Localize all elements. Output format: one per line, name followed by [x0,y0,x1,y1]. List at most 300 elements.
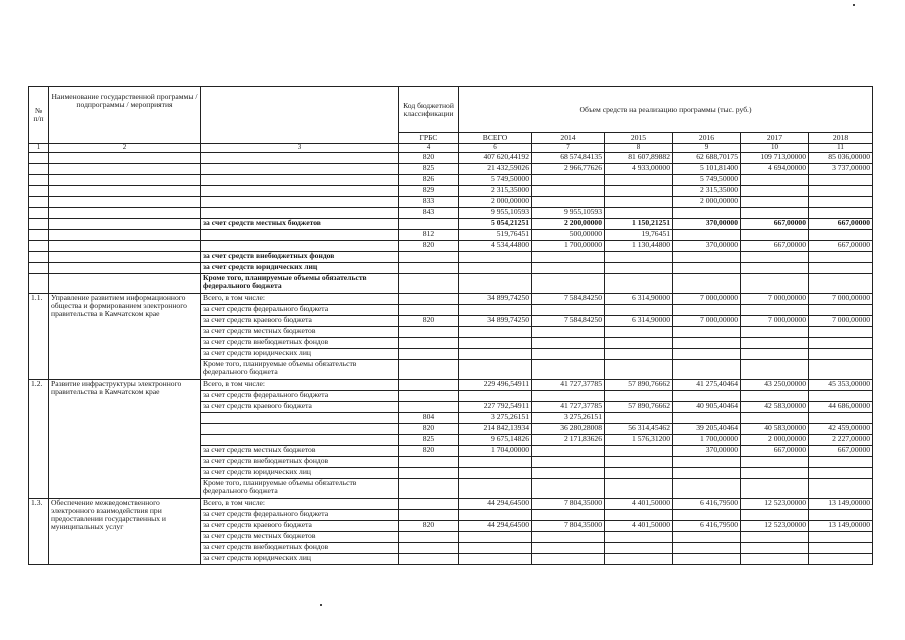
amount-cell [809,391,873,402]
amount-cell: 2 315,35000 [459,186,532,197]
amount-cell [673,263,741,274]
row-number [29,274,49,294]
grbs-code [399,263,459,274]
funding-source: за счет средств внебюджетных фондов [201,543,399,554]
amount-cell [673,338,741,349]
funding-source [201,208,399,219]
header-name: Наименование государственной программы / подпрограммы / мероприятия [49,87,201,144]
row-number: 1.2. [29,380,49,499]
amount-cell: 370,00000 [673,241,741,252]
table-row [29,263,873,274]
funding-source [201,413,399,424]
amount-cell [673,360,741,380]
amount-cell [605,186,673,197]
col-index: 11 [809,144,873,153]
scan-dot [853,4,855,6]
funding-source: за счет средств внебюджетных фондов [201,338,399,349]
amount-cell: 5 054,21251 [459,219,532,230]
amount-cell [605,263,673,274]
amount-cell [741,175,809,186]
amount-cell: 19,76451 [605,230,673,241]
funding-source: за счет средств юридических лиц [201,263,399,274]
amount-cell: 109 713,00000 [741,153,809,164]
amount-cell [809,327,873,338]
grbs-code [399,402,459,413]
amount-cell: 56 314,45462 [605,424,673,435]
funding-source: за счет средств краевого бюджета [201,402,399,413]
row-name [49,230,201,241]
grbs-code: 820 [399,241,459,252]
row-name [49,219,201,230]
header-volume: Объем средств на реализацию программы (тыс. руб.) [459,87,873,133]
amount-cell: 667,00000 [741,241,809,252]
grbs-code: 843 [399,208,459,219]
table-row [29,380,873,391]
amount-cell [809,543,873,554]
amount-cell: 229 496,54911 [459,380,532,391]
grbs-code: 833 [399,197,459,208]
amount-cell: 13 149,00000 [809,521,873,532]
amount-cell: 36 280,28008 [532,424,605,435]
row-name [49,274,201,294]
row-number [29,186,49,197]
amount-cell: 7 584,84250 [532,294,605,305]
amount-cell [741,263,809,274]
amount-cell [459,532,532,543]
amount-cell [809,413,873,424]
amount-cell [459,338,532,349]
amount-cell: 6 314,90000 [605,316,673,327]
amount-cell: 3 275,26151 [532,413,605,424]
amount-cell [605,468,673,479]
amount-cell [673,413,741,424]
row-number [29,241,49,252]
amount-cell: 4 401,50000 [605,521,673,532]
amount-cell [809,360,873,380]
amount-cell: 2 171,83626 [532,435,605,446]
row-number [29,252,49,263]
amount-cell [673,349,741,360]
amount-cell: 44 294,64500 [459,521,532,532]
amount-cell [741,457,809,468]
amount-cell [532,305,605,316]
funding-source [201,153,399,164]
row-name [49,263,201,274]
amount-cell [809,554,873,565]
amount-cell: 5 749,50000 [673,175,741,186]
amount-cell: 667,00000 [741,446,809,457]
funding-source [201,197,399,208]
grbs-code [399,468,459,479]
header-source [201,87,399,144]
header-code: Код бюджетной классификации [399,87,459,133]
grbs-code [399,294,459,305]
funding-source: Всего, в том числе: [201,380,399,391]
amount-cell: 7 000,00000 [809,294,873,305]
funding-source [201,164,399,175]
funding-source: Кроме того, планируемые объемы обязательств федерального бюджета [201,274,399,294]
grbs-code [399,305,459,316]
amount-cell: 44 686,00000 [809,402,873,413]
amount-cell [605,305,673,316]
amount-cell: 40 583,00000 [741,424,809,435]
grbs-code: 812 [399,230,459,241]
funding-source: Кроме того, планируемые объемы обязательств федерального бюджета [201,479,399,499]
amount-cell [809,274,873,294]
funding-source [201,230,399,241]
row-number [29,175,49,186]
amount-cell: 9 955,10593 [532,208,605,219]
amount-cell [673,468,741,479]
amount-cell: 81 607,89882 [605,153,673,164]
amount-cell [605,532,673,543]
funding-source [201,241,399,252]
funding-source [201,186,399,197]
row-name [49,175,201,186]
amount-cell [673,305,741,316]
amount-cell [532,327,605,338]
amount-cell: 42 583,00000 [741,402,809,413]
table-row [29,208,873,219]
amount-cell [741,230,809,241]
row-name [49,241,201,252]
amount-cell [532,479,605,499]
grbs-code [399,360,459,380]
funding-source: Всего, в том числе: [201,499,399,510]
amount-cell [532,468,605,479]
grbs-code: 825 [399,435,459,446]
amount-cell: 13 149,00000 [809,499,873,510]
amount-cell: 21 432,59026 [459,164,532,175]
amount-cell [673,391,741,402]
amount-cell [605,457,673,468]
row-name: Обеспечение межведомственного электронного взаимодействия при предоставлении государственных и муниципальных услуг [49,499,201,565]
amount-cell: 57 890,76662 [605,380,673,391]
row-number [29,208,49,219]
row-name [49,197,201,208]
amount-cell [741,391,809,402]
amount-cell [532,543,605,554]
table-row [29,175,873,186]
amount-cell [741,479,809,499]
amount-cell [459,479,532,499]
col-index: 10 [741,144,809,153]
grbs-code [399,532,459,543]
funding-source: за счет средств краевого бюджета [201,316,399,327]
table-row [29,230,873,241]
amount-cell [741,252,809,263]
grbs-code [399,219,459,230]
amount-cell: 667,00000 [809,446,873,457]
col-index: 2 [49,144,201,153]
col-index: 9 [673,144,741,153]
amount-cell [673,554,741,565]
amount-cell [809,349,873,360]
amount-cell: 62 688,70175 [673,153,741,164]
amount-cell [741,197,809,208]
amount-cell [532,263,605,274]
amount-cell: 40 905,40464 [673,402,741,413]
amount-cell [459,263,532,274]
funding-source [201,435,399,446]
amount-cell [673,532,741,543]
funding-source [201,424,399,435]
amount-cell [741,510,809,521]
amount-cell: 45 353,00000 [809,380,873,391]
funding-source: за счет средств внебюджетных фондов [201,457,399,468]
header-year: 2017 [741,133,809,144]
amount-cell [741,338,809,349]
amount-cell [605,274,673,294]
col-index: 6 [459,144,532,153]
row-name [49,186,201,197]
amount-cell [459,360,532,380]
amount-cell: 1 150,21251 [605,219,673,230]
amount-cell [459,305,532,316]
row-number [29,197,49,208]
grbs-code: 825 [399,164,459,175]
amount-cell: 2 315,35000 [673,186,741,197]
funding-source: Всего, в том числе: [201,294,399,305]
amount-cell [532,349,605,360]
amount-cell [605,413,673,424]
amount-cell [741,186,809,197]
amount-cell: 2 966,77626 [532,164,605,175]
grbs-code: 820 [399,521,459,532]
amount-cell: 1 700,00000 [673,435,741,446]
amount-cell [459,274,532,294]
amount-cell: 7 000,00000 [809,316,873,327]
grbs-code [399,543,459,554]
table-row [29,186,873,197]
amount-cell [605,327,673,338]
amount-cell: 4 694,00000 [741,164,809,175]
col-index: 1 [29,144,49,153]
amount-cell [673,274,741,294]
amount-cell: 85 036,00000 [809,153,873,164]
amount-cell [809,175,873,186]
amount-cell [809,510,873,521]
amount-cell [673,208,741,219]
row-number [29,230,49,241]
amount-cell: 6 314,90000 [605,294,673,305]
amount-cell [459,554,532,565]
funding-source: за счет средств федерального бюджета [201,510,399,521]
amount-cell: 34 899,74250 [459,316,532,327]
amount-cell [741,274,809,294]
amount-cell: 3 737,00000 [809,164,873,175]
amount-cell [673,479,741,499]
amount-cell [459,510,532,521]
amount-cell [809,468,873,479]
amount-cell [673,457,741,468]
funding-source: Кроме того, планируемые объемы обязательств федерального бюджета [201,360,399,380]
amount-cell [605,446,673,457]
amount-cell: 2 000,00000 [673,197,741,208]
amount-cell: 2 000,00000 [741,435,809,446]
amount-cell [532,554,605,565]
grbs-code: 820 [399,446,459,457]
amount-cell [673,543,741,554]
amount-cell: 4 401,50000 [605,499,673,510]
col-index: 8 [605,144,673,153]
funding-source: за счет средств внебюджетных фондов [201,252,399,263]
row-number [29,219,49,230]
amount-cell: 7 000,00000 [741,316,809,327]
amount-cell: 9 955,10593 [459,208,532,219]
amount-cell: 12 523,00000 [741,521,809,532]
amount-cell: 34 899,74250 [459,294,532,305]
amount-cell [673,252,741,263]
amount-cell: 39 205,40464 [673,424,741,435]
amount-cell: 44 294,64500 [459,499,532,510]
amount-cell [605,197,673,208]
amount-cell [741,543,809,554]
amount-cell [532,532,605,543]
amount-cell: 407 620,44192 [459,153,532,164]
amount-cell: 2 000,00000 [459,197,532,208]
amount-cell [809,186,873,197]
table-body [29,153,873,565]
row-number [29,164,49,175]
grbs-code [399,499,459,510]
amount-cell [741,532,809,543]
amount-cell: 7 000,00000 [741,294,809,305]
amount-cell: 227 792,54911 [459,402,532,413]
funding-source [201,175,399,186]
amount-cell: 500,00000 [532,230,605,241]
grbs-code [399,274,459,294]
amount-cell [741,349,809,360]
amount-cell [673,327,741,338]
grbs-code [399,510,459,521]
amount-cell [532,175,605,186]
funding-source: за счет средств юридических лиц [201,468,399,479]
amount-cell: 7 000,00000 [673,316,741,327]
amount-cell: 3 275,26151 [459,413,532,424]
row-name [49,153,201,164]
funding-source: за счет средств местных бюджетов [201,327,399,338]
amount-cell: 68 574,84135 [532,153,605,164]
amount-cell [532,391,605,402]
funding-source: за счет средств местных бюджетов [201,532,399,543]
row-name [49,208,201,219]
row-name: Развитие инфраструктуры электронного правительства в Камчатском крае [49,380,201,499]
amount-cell: 7 584,84250 [532,316,605,327]
table-row [29,219,873,230]
amount-cell [532,186,605,197]
amount-cell: 214 842,13934 [459,424,532,435]
amount-cell: 6 416,79500 [673,499,741,510]
grbs-code: 820 [399,316,459,327]
grbs-code [399,457,459,468]
amount-cell [605,479,673,499]
amount-cell: 41 275,40464 [673,380,741,391]
amount-cell: 5 101,81400 [673,164,741,175]
amount-cell [741,554,809,565]
amount-cell: 7 000,00000 [673,294,741,305]
grbs-code: 820 [399,153,459,164]
header-grbs: ГРБС [399,133,459,144]
funding-source: за счет средств федерального бюджета [201,305,399,316]
amount-cell [809,230,873,241]
amount-cell: 370,00000 [673,219,741,230]
amount-cell: 667,00000 [809,241,873,252]
amount-cell [809,252,873,263]
amount-cell [673,510,741,521]
amount-cell [605,252,673,263]
amount-cell [809,532,873,543]
amount-cell [809,263,873,274]
amount-cell [809,479,873,499]
amount-cell [809,457,873,468]
amount-cell: 12 523,00000 [741,499,809,510]
grbs-code [399,391,459,402]
amount-cell [809,305,873,316]
header-no: № п/п [29,87,49,144]
amount-cell [605,391,673,402]
amount-cell [459,327,532,338]
table-row [29,252,873,263]
amount-cell: 41 727,37785 [532,402,605,413]
amount-cell: 1 700,00000 [532,241,605,252]
header-year: ВСЕГО [459,133,532,144]
amount-cell [741,413,809,424]
row-number: 1.3. [29,499,49,565]
amount-cell: 9 675,14826 [459,435,532,446]
grbs-code [399,338,459,349]
amount-cell: 43 250,00000 [741,380,809,391]
amount-cell: 667,00000 [741,219,809,230]
grbs-code: 804 [399,413,459,424]
amount-cell: 519,76451 [459,230,532,241]
grbs-code: 826 [399,175,459,186]
grbs-code: 820 [399,424,459,435]
amount-cell [605,175,673,186]
amount-cell: 4 534,44800 [459,241,532,252]
row-name: Управление развитием информационного общества и формированием электронного правительства в Камчатском крае [49,294,201,380]
amount-cell: 1 130,44800 [605,241,673,252]
amount-cell [741,360,809,380]
grbs-code [399,252,459,263]
amount-cell [809,208,873,219]
amount-cell [532,510,605,521]
amount-cell: 7 804,35000 [532,499,605,510]
row-name [49,252,201,263]
amount-cell: 41 727,37785 [532,380,605,391]
table-row [29,153,873,164]
amount-cell [459,252,532,263]
amount-cell: 4 933,00000 [605,164,673,175]
table-row [29,241,873,252]
amount-cell [532,446,605,457]
amount-cell: 57 890,76662 [605,402,673,413]
amount-cell: 6 416,79500 [673,521,741,532]
table-row [29,274,873,294]
table-row [29,499,873,510]
amount-cell [809,338,873,349]
amount-cell: 2 200,00000 [532,219,605,230]
amount-cell [673,230,741,241]
amount-cell [459,468,532,479]
amount-cell [741,305,809,316]
funding-source: за счет средств краевого бюджета [201,521,399,532]
amount-cell [459,391,532,402]
header-year: 2015 [605,133,673,144]
amount-cell [459,543,532,554]
table-row [29,197,873,208]
funding-source: за счет средств местных бюджетов [201,219,399,230]
